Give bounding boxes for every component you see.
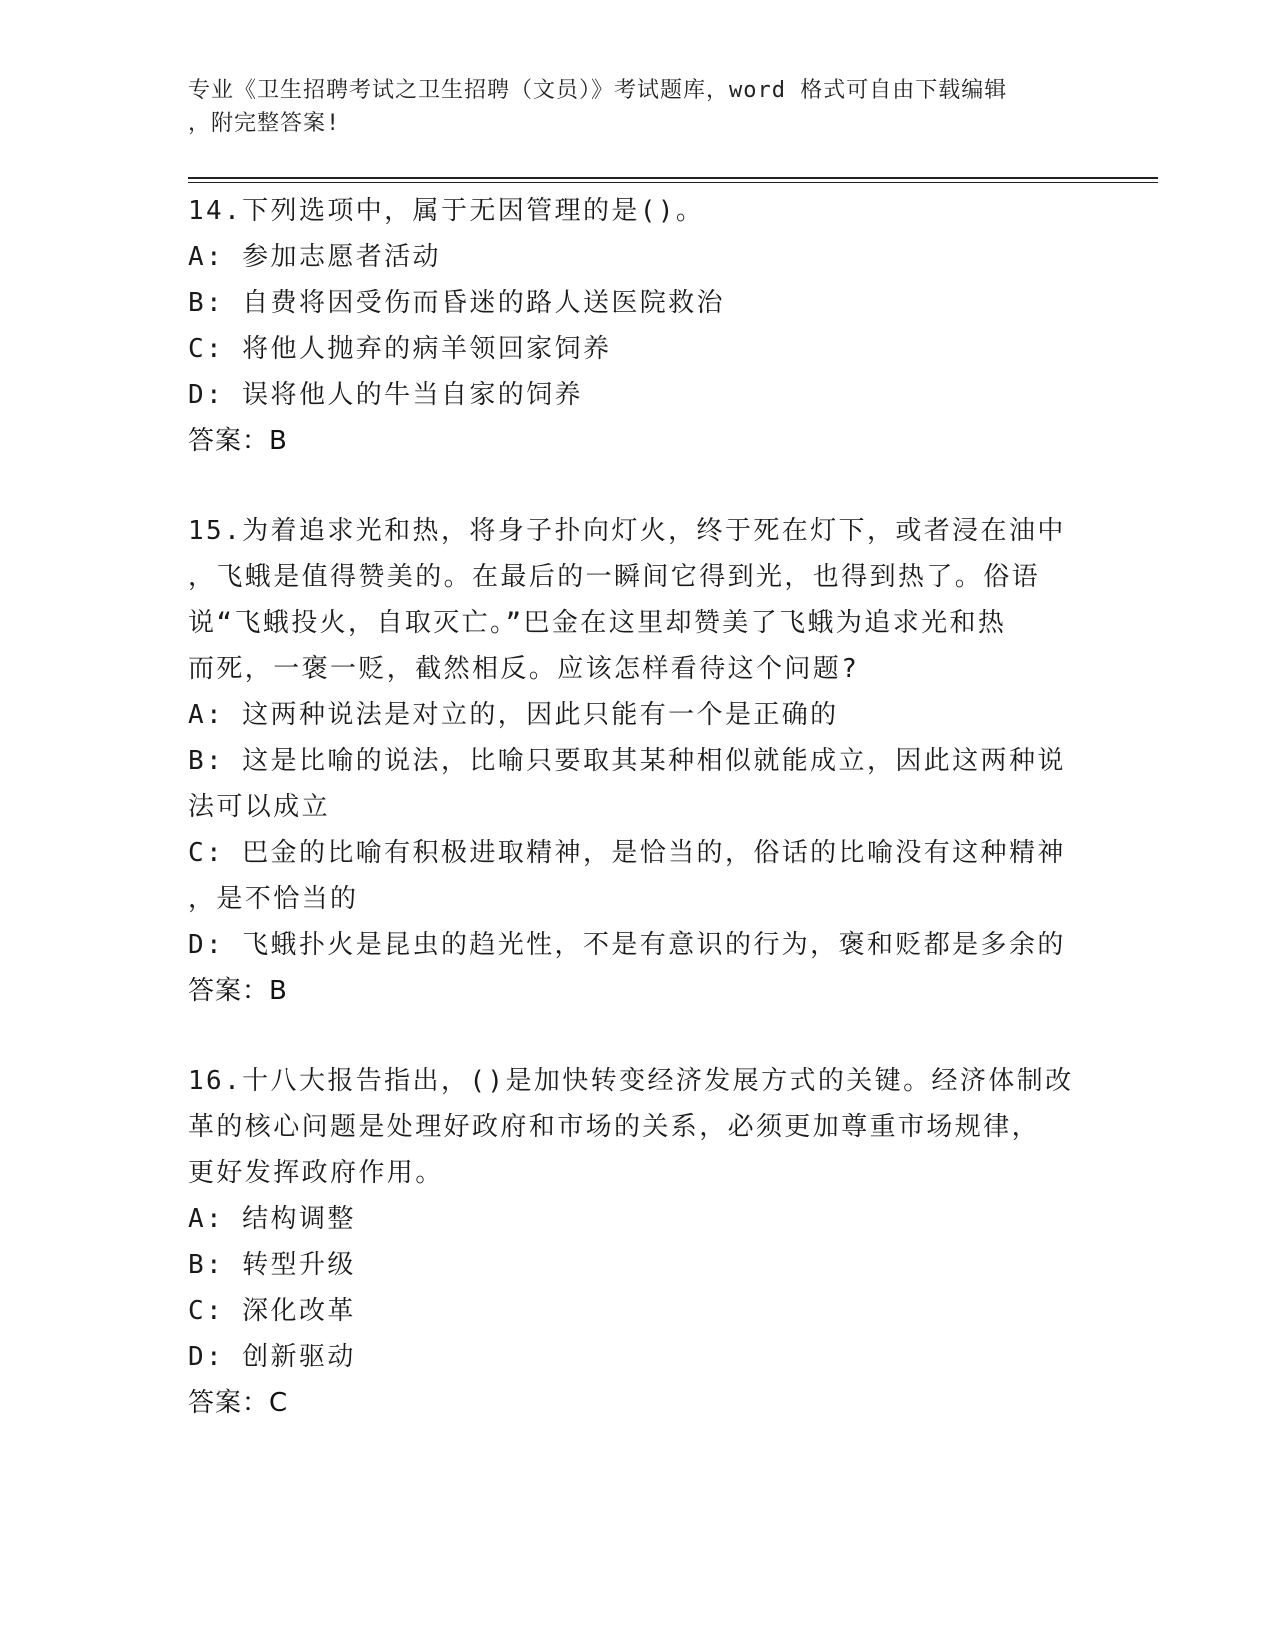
question-list	[188, 188, 1088, 1426]
spacer	[188, 464, 1088, 508]
option-c	[188, 830, 1088, 922]
question-block	[188, 1058, 1088, 1426]
option-line: B: 转型升级	[188, 1250, 356, 1280]
option-line: B: 自费将因受伤而昏迷的路人送医院救治	[188, 288, 725, 318]
option-c	[188, 1288, 1088, 1334]
question-stem: 15.为着追求光和热，将身子扑向灯火，终于死在灯下，或者浸在油中	[188, 516, 1066, 546]
question-stem: 16.十八大报告指出，()是加快转变经济发展方式的关键。经济体制改	[188, 1066, 1074, 1096]
option-line: 法可以成立	[188, 792, 331, 822]
answer-label: 答案：C	[188, 1388, 289, 1418]
option-line: D: 创新驱动	[188, 1342, 356, 1372]
option-a	[188, 234, 1088, 280]
option-line: C: 将他人抛弃的病羊领回家饲养	[188, 334, 612, 364]
header-divider-thick	[188, 177, 1158, 179]
option-d	[188, 1334, 1088, 1380]
question-stem: 说“飞蛾投火，自取灭亡。”巴金在这里却赞美了飞蛾为追求光和热	[188, 608, 1007, 638]
option-line: B: 这是比喻的说法，比喻只要取其某种相似就能成立，因此这两种说	[188, 746, 1066, 776]
question-stem: 革的核心问题是处理好政府和市场的关系，必须更加尊重市场规律，	[188, 1112, 1041, 1142]
option-line: A: 参加志愿者活动	[188, 242, 441, 272]
question-stem: ，飞蛾是值得赞美的。在最后的一瞬间它得到光，也得到热了。俗语	[188, 562, 1041, 592]
option-line: C: 深化改革	[188, 1296, 356, 1326]
answer-label: 答案：B	[188, 426, 288, 456]
option-line: A: 这两种说法是对立的，因此只能有一个是正确的	[188, 700, 839, 730]
option-line: C: 巴金的比喻有积极进取精神，是恰当的，俗话的比喻没有这种精神	[188, 838, 1066, 868]
header-line: ，附完整答案!	[188, 111, 341, 136]
option-b	[188, 738, 1088, 830]
question-block	[188, 188, 1088, 464]
option-d	[188, 922, 1088, 968]
question-block	[188, 508, 1088, 1014]
option-line: ，是不恰当的	[188, 884, 359, 914]
option-c	[188, 326, 1088, 372]
header-line: 专业《卫生招聘考试之卫生招聘（文员）》考试题库，word 格式可自由下载编辑	[188, 78, 1008, 103]
question-stem: 更好发挥政府作用。	[188, 1158, 444, 1188]
option-a	[188, 692, 1088, 738]
document-header	[188, 74, 1068, 140]
option-d	[188, 372, 1088, 418]
option-b	[188, 280, 1088, 326]
header-divider-thin	[188, 182, 1158, 183]
option-line: D: 误将他人的牛当自家的饲养	[188, 380, 583, 410]
question-stem: 而死，一褒一贬，截然相反。应该怎样看待这个问题?	[188, 654, 860, 684]
spacer	[188, 1014, 1088, 1058]
option-b	[188, 1242, 1088, 1288]
answer-label: 答案：B	[188, 976, 288, 1006]
question-stem: 14.下列选项中，属于无因管理的是()。	[188, 196, 705, 226]
option-line: A: 结构调整	[188, 1204, 356, 1234]
option-a	[188, 1196, 1088, 1242]
option-line: D: 飞蛾扑火是昆虫的趋光性，不是有意识的行为，褒和贬都是多余的	[188, 930, 1066, 960]
